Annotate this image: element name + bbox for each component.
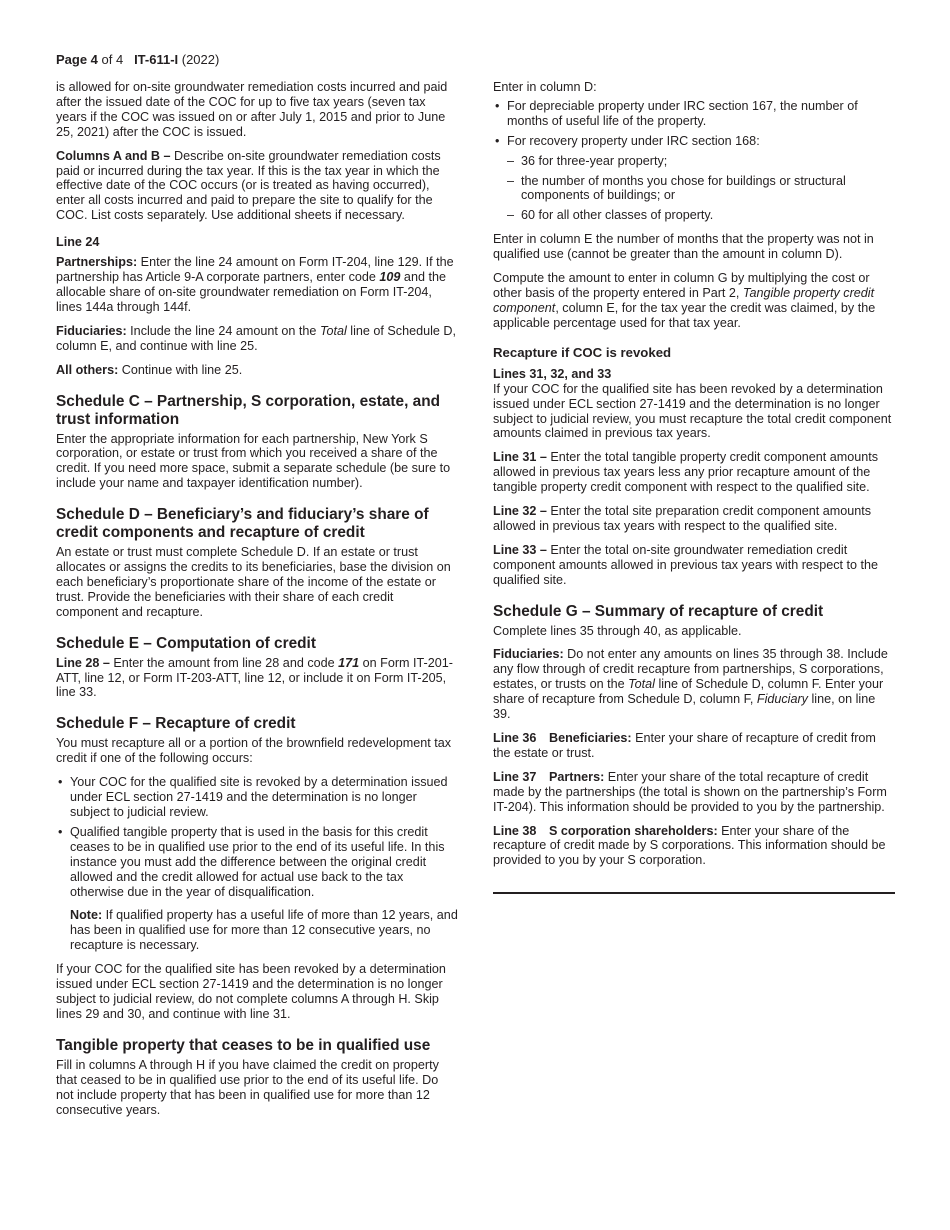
fiduciaries-text-2: line of Schedule D, column E, and continue with line 25. bbox=[56, 323, 456, 353]
lines-31-33-text: If your COC for the qualified site has been revoked by a determination issued under ECL section 27-1419 and the determination is no longer subject to judicial review, you must recapture the total credit component amounts claimed in previous tax years. bbox=[493, 381, 892, 441]
line-33-paragraph bbox=[493, 543, 895, 588]
partnerships-code: 109 bbox=[379, 270, 401, 285]
line-28-paragraph bbox=[56, 656, 458, 701]
recapture-conditions-list bbox=[56, 775, 458, 899]
g-fiduciaries-label: Fiduciaries: bbox=[493, 647, 564, 662]
all-others-label: All others: bbox=[56, 362, 119, 377]
line-31-paragraph bbox=[493, 450, 895, 495]
column-g-italic: Tangible property credit component bbox=[493, 285, 875, 315]
line-32-label: Line 32 – bbox=[493, 504, 547, 519]
note-text: If qualified property has a useful life of more than 12 years, and has been in qualified use for more than 12 consecutive years, no recapture is necessary. bbox=[70, 908, 458, 953]
line-38-label: Line 38 S corporation shareholders: bbox=[493, 823, 718, 838]
columns-a-b-label: Columns A and B – bbox=[56, 148, 171, 163]
schedule-g-text: Complete lines 35 through 40, as applicable. bbox=[493, 623, 742, 638]
tangible-property-heading: Tangible property that ceases to be in qualified use bbox=[56, 1036, 431, 1054]
schedule-g-heading: Schedule G – Summary of recapture of credit bbox=[493, 602, 824, 620]
fiduciaries-label: Fiduciaries: bbox=[56, 323, 127, 338]
fiduciaries-paragraph bbox=[56, 324, 458, 354]
line-36-label: Line 36 Beneficiaries: bbox=[493, 731, 632, 745]
g-fiduciaries-text-3: line, on line 39. bbox=[493, 692, 876, 722]
all-others-text: Continue with line 25. bbox=[118, 362, 243, 377]
bullet-icon: • bbox=[495, 98, 500, 113]
dash-icon: – bbox=[507, 153, 515, 168]
line-24-heading: Line 24 bbox=[56, 235, 100, 250]
list-item-text: 36 for three-year property; bbox=[521, 153, 668, 168]
list-item bbox=[56, 825, 458, 900]
list-item-text: the number of months you chose for buildings or structural components of buildings; or bbox=[521, 173, 846, 203]
schedule-c-text: Enter the appropriate information for each partnership, New York S corporation, or estate or trust from which you received a share of the credit. If you need more space, submit a separate schedule (be sure to include your name and taxpayer identification number). bbox=[56, 431, 451, 491]
g-fiduciaries-fiduciary: Fiduciary bbox=[756, 692, 808, 707]
list-item bbox=[56, 775, 458, 820]
dash-icon: – bbox=[507, 173, 515, 188]
revoked-paragraph: If your COC for the qualified site has been revoked by a determination issued under ECL section 27-1419 and the determination is no longer subject to judicial review, do not complete columns A through H. Skip lines 29 and 30, and continue with line 31. bbox=[56, 962, 446, 1021]
schedule-e-heading: Schedule E – Computation of credit bbox=[56, 634, 316, 652]
list-item bbox=[493, 154, 895, 169]
line-32-paragraph bbox=[493, 504, 895, 534]
line-33-text: Enter the total on-site groundwater remediation credit component amounts allowed in previous tax years with respect to the qualified site. bbox=[493, 542, 879, 587]
line-31-text: Enter the total tangible property credit component amounts allowed in previous tax years less any prior recapture amount of the tangible property credit component with respect to the qualified site. bbox=[493, 450, 879, 495]
g-fiduciaries-text-2: line of Schedule D, column F. Enter your share of recapture from Schedule D, column F, bbox=[493, 677, 884, 707]
list-item-text: For depreciable property under IRC section 167, the number of months of useful life of the property. bbox=[507, 98, 858, 128]
partnerships-text-1: Enter the line 24 amount on Form IT-204, line 129. If the partnership has Article 9-A corporate partners, enter code bbox=[56, 255, 454, 285]
bullet-icon: • bbox=[495, 133, 500, 148]
schedule-f-heading: Schedule F – Recapture of credit bbox=[56, 715, 296, 733]
lines-31-33-heading: Lines 31, 32, and 33 bbox=[493, 366, 612, 381]
list-item-text: Your COC for the qualified site is revoked by a determination issued under ECL section 27-1419 and the determination is no longer subject to judicial review. bbox=[70, 775, 448, 819]
column-d-list bbox=[493, 99, 895, 223]
column-e-paragraph: Enter in column E the number of months that the property was not in qualified use (cannot be greater than the amount in column D). bbox=[493, 232, 874, 262]
g-fiduciaries-total: Total bbox=[628, 677, 655, 692]
form-year: (2022) bbox=[178, 52, 220, 67]
tangible-property-text: Fill in columns A through H if you have claimed the credit on property that ceased to be in qualified use prior to the end of its useful life. Do not include property that has been in qualified use for more than 12 consecutive years. bbox=[56, 1057, 439, 1117]
bullet-icon: • bbox=[58, 824, 63, 839]
line-32-text: Enter the total site preparation credit component amounts allowed in previous tax years with respect to the qualified site. bbox=[493, 504, 872, 533]
line-36-text: Enter your share of recapture of credit from the estate or trust. bbox=[493, 731, 876, 760]
page-number: Page 4 bbox=[56, 52, 98, 67]
all-others-paragraph bbox=[56, 363, 458, 378]
fiduciaries-total: Total bbox=[319, 323, 347, 338]
list-item bbox=[493, 208, 895, 223]
line-31-label: Line 31 – bbox=[493, 450, 547, 465]
line-33-label: Line 33 – bbox=[493, 542, 547, 557]
columns-a-b-paragraph bbox=[56, 149, 458, 224]
line-28-code: 171 bbox=[338, 655, 360, 670]
schedule-f-text: You must recapture all or a portion of the brownfield redevelopment tax credit if one of the following occurs: bbox=[56, 736, 452, 766]
line-38-text: Enter your share of the recapture of credit made by S corporations. This information should be provided to you by your S corporation. bbox=[493, 823, 886, 868]
list-item-text: For recovery property under IRC section 168: bbox=[507, 133, 760, 148]
list-item-text: 60 for all other classes of property. bbox=[521, 208, 714, 223]
recapture-revoked-heading: Recapture if COC is revoked bbox=[493, 344, 672, 360]
line-28-text-1: Enter the amount from line 28 and code bbox=[109, 655, 339, 670]
form-id: IT-611-I bbox=[134, 52, 179, 67]
line-36-paragraph bbox=[493, 731, 895, 761]
column-g-text-1: Compute the amount to enter in column G by multiplying the cost or other basis of the property entered in Part 2, bbox=[493, 271, 870, 300]
page-header bbox=[56, 53, 219, 68]
dash-icon: – bbox=[507, 208, 515, 223]
column-g-text-2: , column E, for the tax year the credit was claimed, by the applicable percentage used for that tax year. bbox=[493, 300, 876, 330]
g-fiduciaries-text-1: Do not enter any amounts on lines 35 through 38. Include any flow through of credit recapture from partnerships, S corporations, estates, or trusts on the bbox=[493, 647, 888, 692]
bullet-icon: • bbox=[58, 775, 63, 790]
schedule-d-heading: Schedule D – Beneficiary’s and fiduciary’s share of credit components and recapture of credit bbox=[56, 506, 429, 542]
section-divider bbox=[493, 892, 895, 894]
line-28-text-2: on Form IT-201-ATT, line 12, or Form IT-203-ATT, line 12, or include it on Form IT-205, line 33. bbox=[56, 655, 453, 700]
list-item bbox=[493, 99, 895, 129]
g-fiduciaries-paragraph bbox=[493, 647, 895, 722]
partnerships-paragraph bbox=[56, 255, 458, 315]
line-38-paragraph bbox=[493, 824, 895, 869]
list-item-text: Qualified tangible property that is used in the basis for this credit ceases to be in qualified use prior to the end of its useful life. In this instance you must add the difference between the original credit allowed and the credit allowed for actual use back to the tax otherwise due in the year of disqualification. bbox=[70, 824, 445, 899]
right-column bbox=[493, 80, 895, 894]
list-item bbox=[493, 134, 895, 149]
column-d-intro: Enter in column D: bbox=[493, 80, 597, 94]
groundwater-paragraph: is allowed for on-site groundwater remediation costs incurred and paid after the issued date of the COC for up to five tax years (seven tax years if the COC was issued on or after July 1, 2015 and prior to June 25, 2021) after the COC is issued. bbox=[56, 80, 448, 139]
partnerships-label: Partnerships: bbox=[56, 255, 138, 270]
schedule-d-text: An estate or trust must complete Schedule D. If an estate or trust allocates or assigns the credits to its beneficiaries, base the division on each beneficiary’s proportionate share of the income of the estate or trust. Provide the beneficiaries with their share of each credit component and recapture. bbox=[56, 545, 451, 619]
line-37-text: Enter your share of the total recapture of credit made by the partnerships (the total is shown on the partnership’s Form IT-204). This information should be provided to you by the partnership. bbox=[493, 769, 887, 814]
page-total: of 4 bbox=[97, 52, 124, 67]
note-label: Note: bbox=[70, 908, 103, 923]
note-paragraph bbox=[56, 908, 458, 953]
line-37-paragraph bbox=[493, 770, 895, 815]
left-column bbox=[56, 80, 458, 1126]
schedule-c-heading: Schedule C – Partnership, S corporation, estate, and trust information bbox=[56, 392, 441, 428]
fiduciaries-text-1: Include the line 24 amount on the bbox=[126, 323, 320, 338]
line-37-label: Line 37 Partners: bbox=[493, 769, 605, 784]
columns-a-b-text: Describe on-site groundwater remediation costs paid or incurred during the tax year. If this is the tax year in which the effective date of the COC occurs (or is treated as having occurred), enter all costs incurred and paid to prepare the site to qualify for the COC. List costs separately. Use additional sheets if necessary. bbox=[56, 148, 441, 223]
list-item bbox=[493, 174, 895, 204]
partnerships-text-2: and the allocable share of on-site groundwater remediation on Form IT-204, lines 144a through 144f. bbox=[56, 270, 446, 314]
column-g-paragraph bbox=[493, 271, 895, 331]
line-28-label: Line 28 – bbox=[56, 655, 110, 670]
